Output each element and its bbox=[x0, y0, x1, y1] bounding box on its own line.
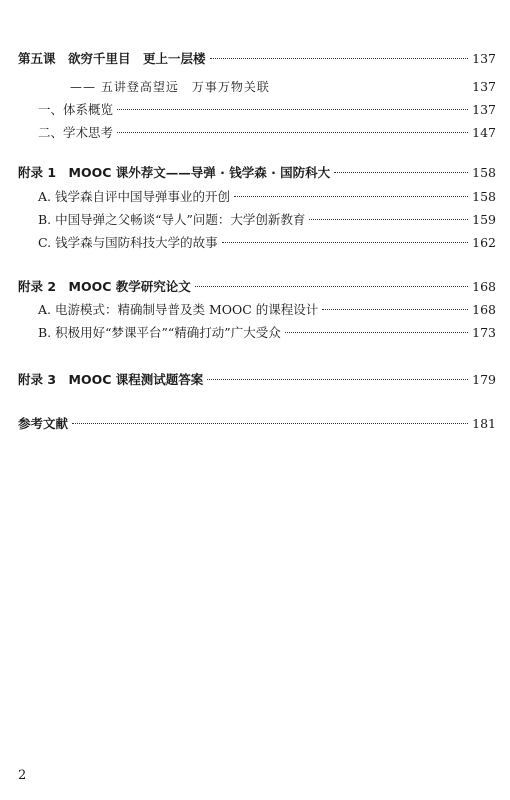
toc-item-label: 一、体系概览 bbox=[38, 102, 114, 117]
toc-item-label: A. 钱学森自评中国导弹事业的开创 bbox=[38, 189, 230, 204]
leader-dots bbox=[334, 172, 468, 173]
toc-item-appendix2-a bbox=[38, 302, 496, 318]
toc-item-appendix1-a bbox=[38, 189, 496, 205]
leader-dots bbox=[195, 286, 468, 287]
toc-item-appendix1-c bbox=[38, 235, 496, 251]
toc-item-page: 168 bbox=[472, 302, 496, 317]
toc-entry-title: 第五课 欲穷千里目 更上一层楼 bbox=[18, 51, 206, 66]
toc-entry-page: 137 bbox=[472, 51, 496, 66]
page-number: 2 bbox=[18, 768, 27, 783]
toc-item-label: A. 电游模式：精确制导普及类 MOOC 的课程设计 bbox=[38, 302, 319, 317]
toc-item-label: C. 钱学森与国防科技大学的故事 bbox=[38, 235, 218, 250]
toc-entry-appendix1 bbox=[18, 165, 496, 181]
leader-dots bbox=[222, 242, 469, 243]
toc-item-lesson5-1 bbox=[38, 102, 496, 118]
leader-dots bbox=[117, 109, 468, 110]
toc-entry-lesson5 bbox=[18, 51, 496, 67]
toc-entry-page: 158 bbox=[472, 165, 496, 180]
toc-item-appendix1-b bbox=[38, 212, 496, 228]
toc-entry-title: 参考文献 bbox=[18, 416, 69, 431]
toc-item-page: 159 bbox=[472, 212, 496, 227]
toc-item-page: 173 bbox=[472, 325, 496, 340]
toc-entry-references bbox=[18, 416, 496, 432]
toc-item-page: 147 bbox=[472, 125, 496, 140]
toc-item-label: B. 积极用好“梦课平台”“精确打动”广大受众 bbox=[38, 325, 281, 340]
toc-item-lesson5-2 bbox=[38, 125, 496, 141]
toc-item-appendix2-b bbox=[38, 325, 496, 341]
toc-subtitle-page: 137 bbox=[472, 79, 496, 94]
leader-dots bbox=[285, 332, 468, 333]
toc-entry-title: 附录 2 MOOC 教学研究论文 bbox=[18, 279, 191, 294]
leader-dots bbox=[322, 309, 468, 310]
leader-dots bbox=[72, 423, 468, 424]
toc-entry-page: 179 bbox=[472, 372, 496, 387]
toc-entry-appendix2 bbox=[18, 279, 496, 295]
toc-item-label: 二、学术思考 bbox=[38, 125, 114, 140]
toc-item-page: 137 bbox=[472, 102, 496, 117]
leader-dots bbox=[234, 196, 468, 197]
toc-item-page: 162 bbox=[472, 235, 496, 250]
toc-subtitle-text: —— 五讲登高望远 万事万物关联 bbox=[70, 80, 270, 94]
toc-entry-appendix3 bbox=[18, 372, 496, 388]
toc-entry-title: 附录 1 MOOC 课外荐文——导弹 · 钱学森 · 国防科大 bbox=[18, 165, 331, 180]
leader-dots bbox=[210, 58, 469, 59]
toc-item-label: B. 中国导弹之父畅谈“导人”问题：大学创新教育 bbox=[38, 212, 306, 227]
toc-entry-page: 181 bbox=[472, 416, 496, 431]
leader-dots bbox=[309, 219, 468, 220]
toc-item-page: 158 bbox=[472, 189, 496, 204]
toc-entry-title: 附录 3 MOOC 课程测试题答案 bbox=[18, 372, 204, 387]
leader-dots bbox=[117, 132, 468, 133]
toc-entry-page: 168 bbox=[472, 279, 496, 294]
leader-dots bbox=[207, 379, 468, 380]
toc-entry-lesson5-subtitle bbox=[70, 79, 496, 95]
